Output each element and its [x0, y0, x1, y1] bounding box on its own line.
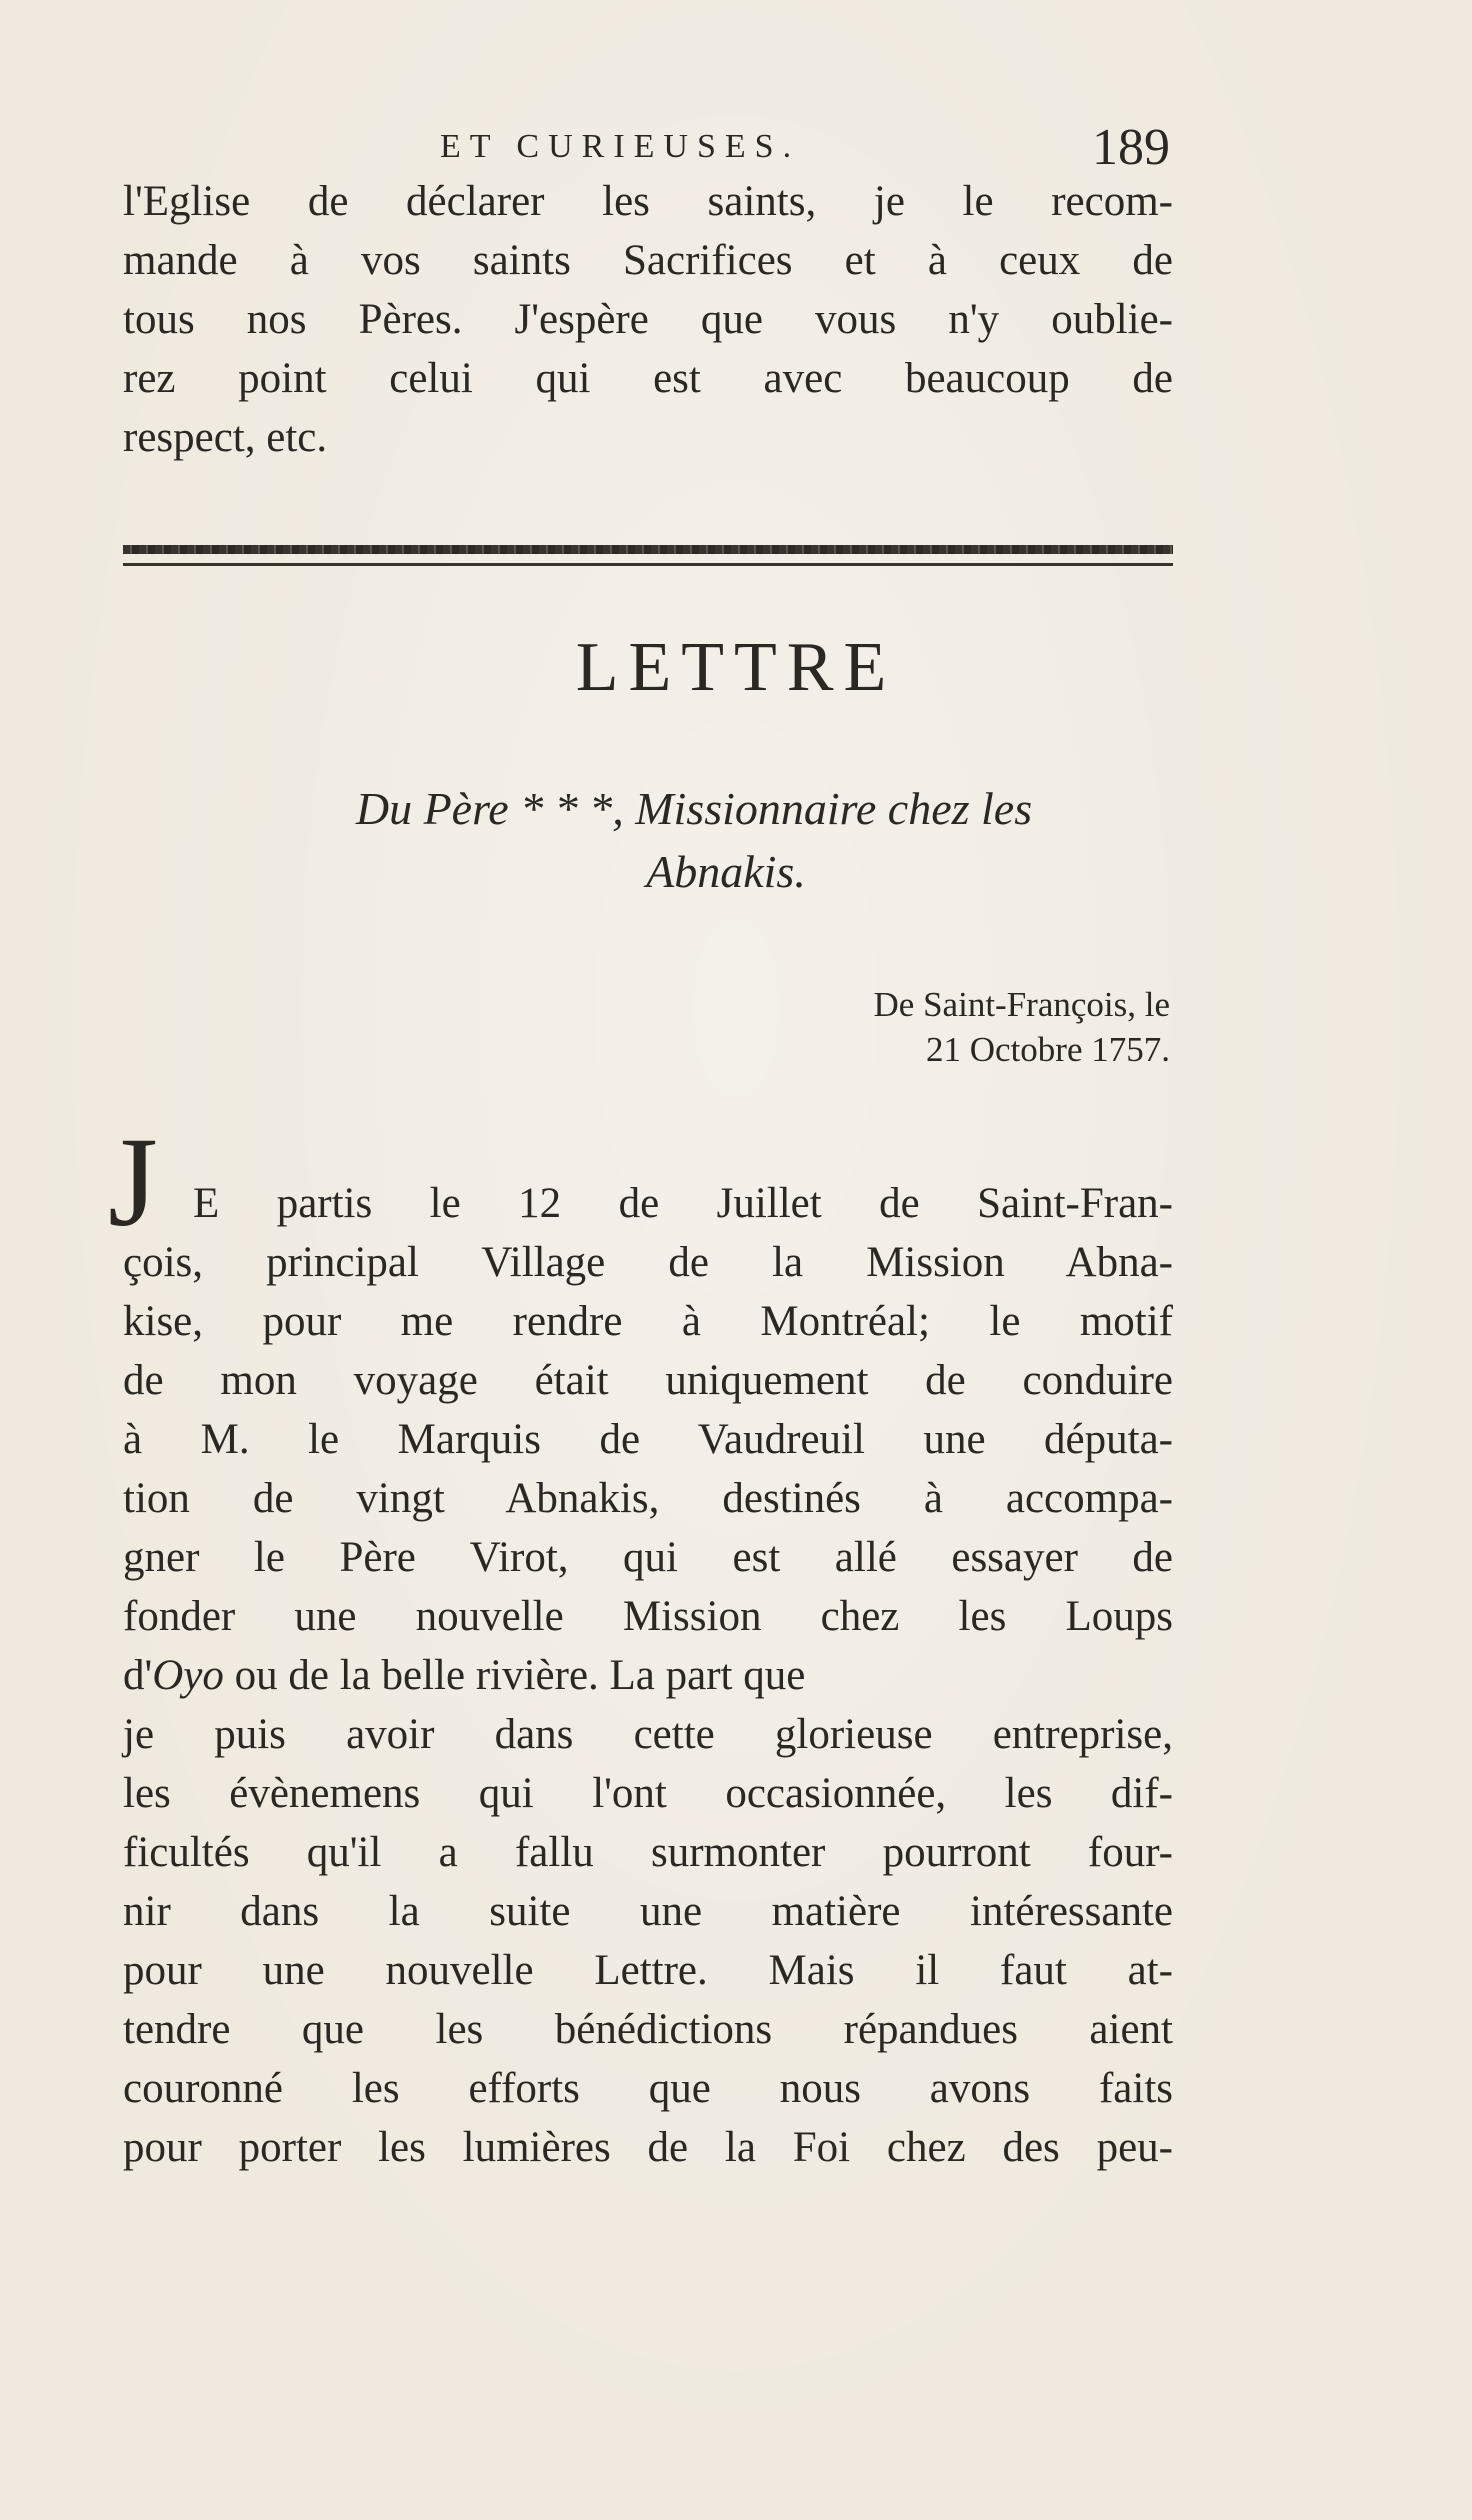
text-line: je puis avoir dans cette glorieuse entreprise, — [123, 1711, 1173, 1758]
text-line: ficultés qu'il a fallu surmonter pourront four- — [123, 1829, 1173, 1876]
text-line: pour porter les lumières de la Foi chez des peu- — [123, 2124, 1173, 2171]
page-number: 189 — [1092, 119, 1170, 176]
text-line: tion de vingt Abnakis, destinés à accompa- — [123, 1475, 1173, 1522]
letter-subtitle-line-2: Abnakis. — [646, 846, 806, 897]
dateline-date: 21 Octobre 1757. — [926, 1030, 1170, 1069]
text-line: mande à vos saints Sacrifices et à ceux de — [123, 237, 1173, 284]
text-line: couronné les efforts que nous avons faits — [123, 2065, 1173, 2112]
text-line: respect, etc. — [123, 414, 328, 461]
text-line: nir dans la suite une matière intéressante — [123, 1888, 1173, 1935]
running-head — [440, 118, 1200, 178]
text-line: rez point celui qui est avec beaucoup de — [123, 355, 1173, 402]
section-divider-thick — [123, 545, 1173, 554]
letter-body — [123, 1174, 1173, 2177]
letter-title: LETTRE — [575, 629, 897, 706]
text-line: tendre que les bénédictions répandues aient — [123, 2006, 1173, 2053]
text-line: E partis le 12 de Juillet de Saint-Fran- — [193, 1180, 1173, 1227]
text-line: tous nos Pères. J'espère que vous n'y oublie- — [123, 296, 1173, 343]
oyo-word: Oyo — [152, 1652, 224, 1699]
text-line-oyo — [123, 1646, 1173, 1705]
previous-letter-ending — [123, 172, 1173, 467]
text-line: kise, pour me rendre à Montréal; le motif — [123, 1298, 1173, 1345]
dateline-place: De Saint-François, le — [873, 985, 1170, 1024]
text-line: l'Eglise de déclarer les saints, je le recom- — [123, 178, 1173, 225]
text-line: à M. le Marquis de Vaudreuil une députa- — [123, 1416, 1173, 1463]
text-line: de mon voyage était uniquement de conduire — [123, 1357, 1173, 1404]
text-line: fonder une nouvelle Mission chez les Loups — [123, 1593, 1173, 1640]
letter-subtitle-line-1: Du Père * * *, Missionnaire chez les — [355, 783, 1033, 834]
text-line: çois, principal Village de la Mission Abna- — [123, 1239, 1173, 1286]
oyo-rest: ou de la belle rivière. La part que — [223, 1652, 806, 1699]
drop-cap: J — [108, 1111, 158, 1253]
text-line: les évènemens qui l'ont occasionnée, les dif- — [123, 1770, 1173, 1817]
text-line: pour une nouvelle Lettre. Mais il faut at- — [123, 1947, 1173, 1994]
section-divider-thin — [123, 563, 1173, 566]
text-line: gner le Père Virot, qui est allé essayer de — [123, 1534, 1173, 1581]
oyo-prefix: d' — [123, 1652, 153, 1699]
running-title: ET CURIEUSES. — [440, 128, 801, 165]
